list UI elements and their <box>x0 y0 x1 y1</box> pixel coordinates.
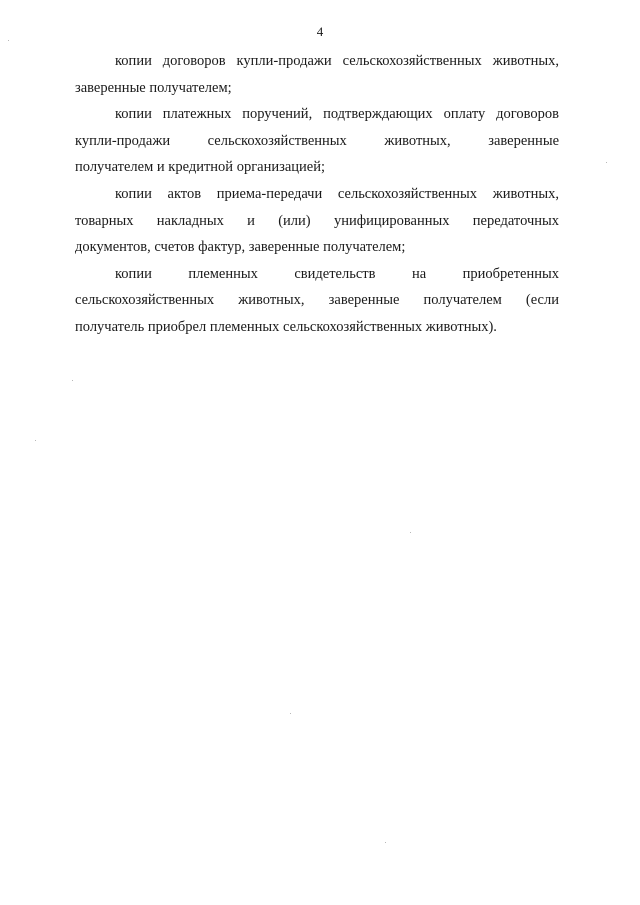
scan-speck <box>385 842 386 843</box>
scan-speck <box>72 380 73 381</box>
paragraph-3-line-3: документов, счетов фактур, заверенные получателем; <box>75 239 406 256</box>
paragraph-3-line-2: товарных накладных и (или) унифицированных передаточных <box>75 212 559 229</box>
paragraph-2-line-2: купли-продажи сельскохозяйственных животных, заверенные <box>75 132 559 149</box>
paragraph-4-line-3: получатель приобрел племенных сельскохозяйственных животных). <box>75 318 497 335</box>
scan-speck <box>410 532 411 533</box>
paragraph-3-line-1: копии актов приема-передачи сельскохозяйственных животных, <box>115 185 559 202</box>
page-number: 4 <box>316 24 324 39</box>
paragraph-2-line-3: получателем и кредитной организацией; <box>75 159 326 176</box>
paragraph-2-line-1: копии платежных поручений, подтверждающих оплату договоров <box>115 106 559 123</box>
scan-speck <box>290 713 291 714</box>
scan-speck <box>606 162 607 163</box>
paragraph-4-line-1: копии племенных свидетельств на приобретенных <box>115 265 559 282</box>
paragraph-1-line-1: копии договоров купли-продажи сельскохозяйственных животных, <box>115 53 559 69</box>
paragraph-1-line-2: заверенные получателем; <box>75 79 232 96</box>
paragraph-4-line-2: сельскохозяйственных животных, заверенные получателем (если <box>75 292 559 309</box>
document-body <box>75 48 559 341</box>
scan-speck <box>8 40 9 41</box>
scan-speck <box>35 440 36 441</box>
